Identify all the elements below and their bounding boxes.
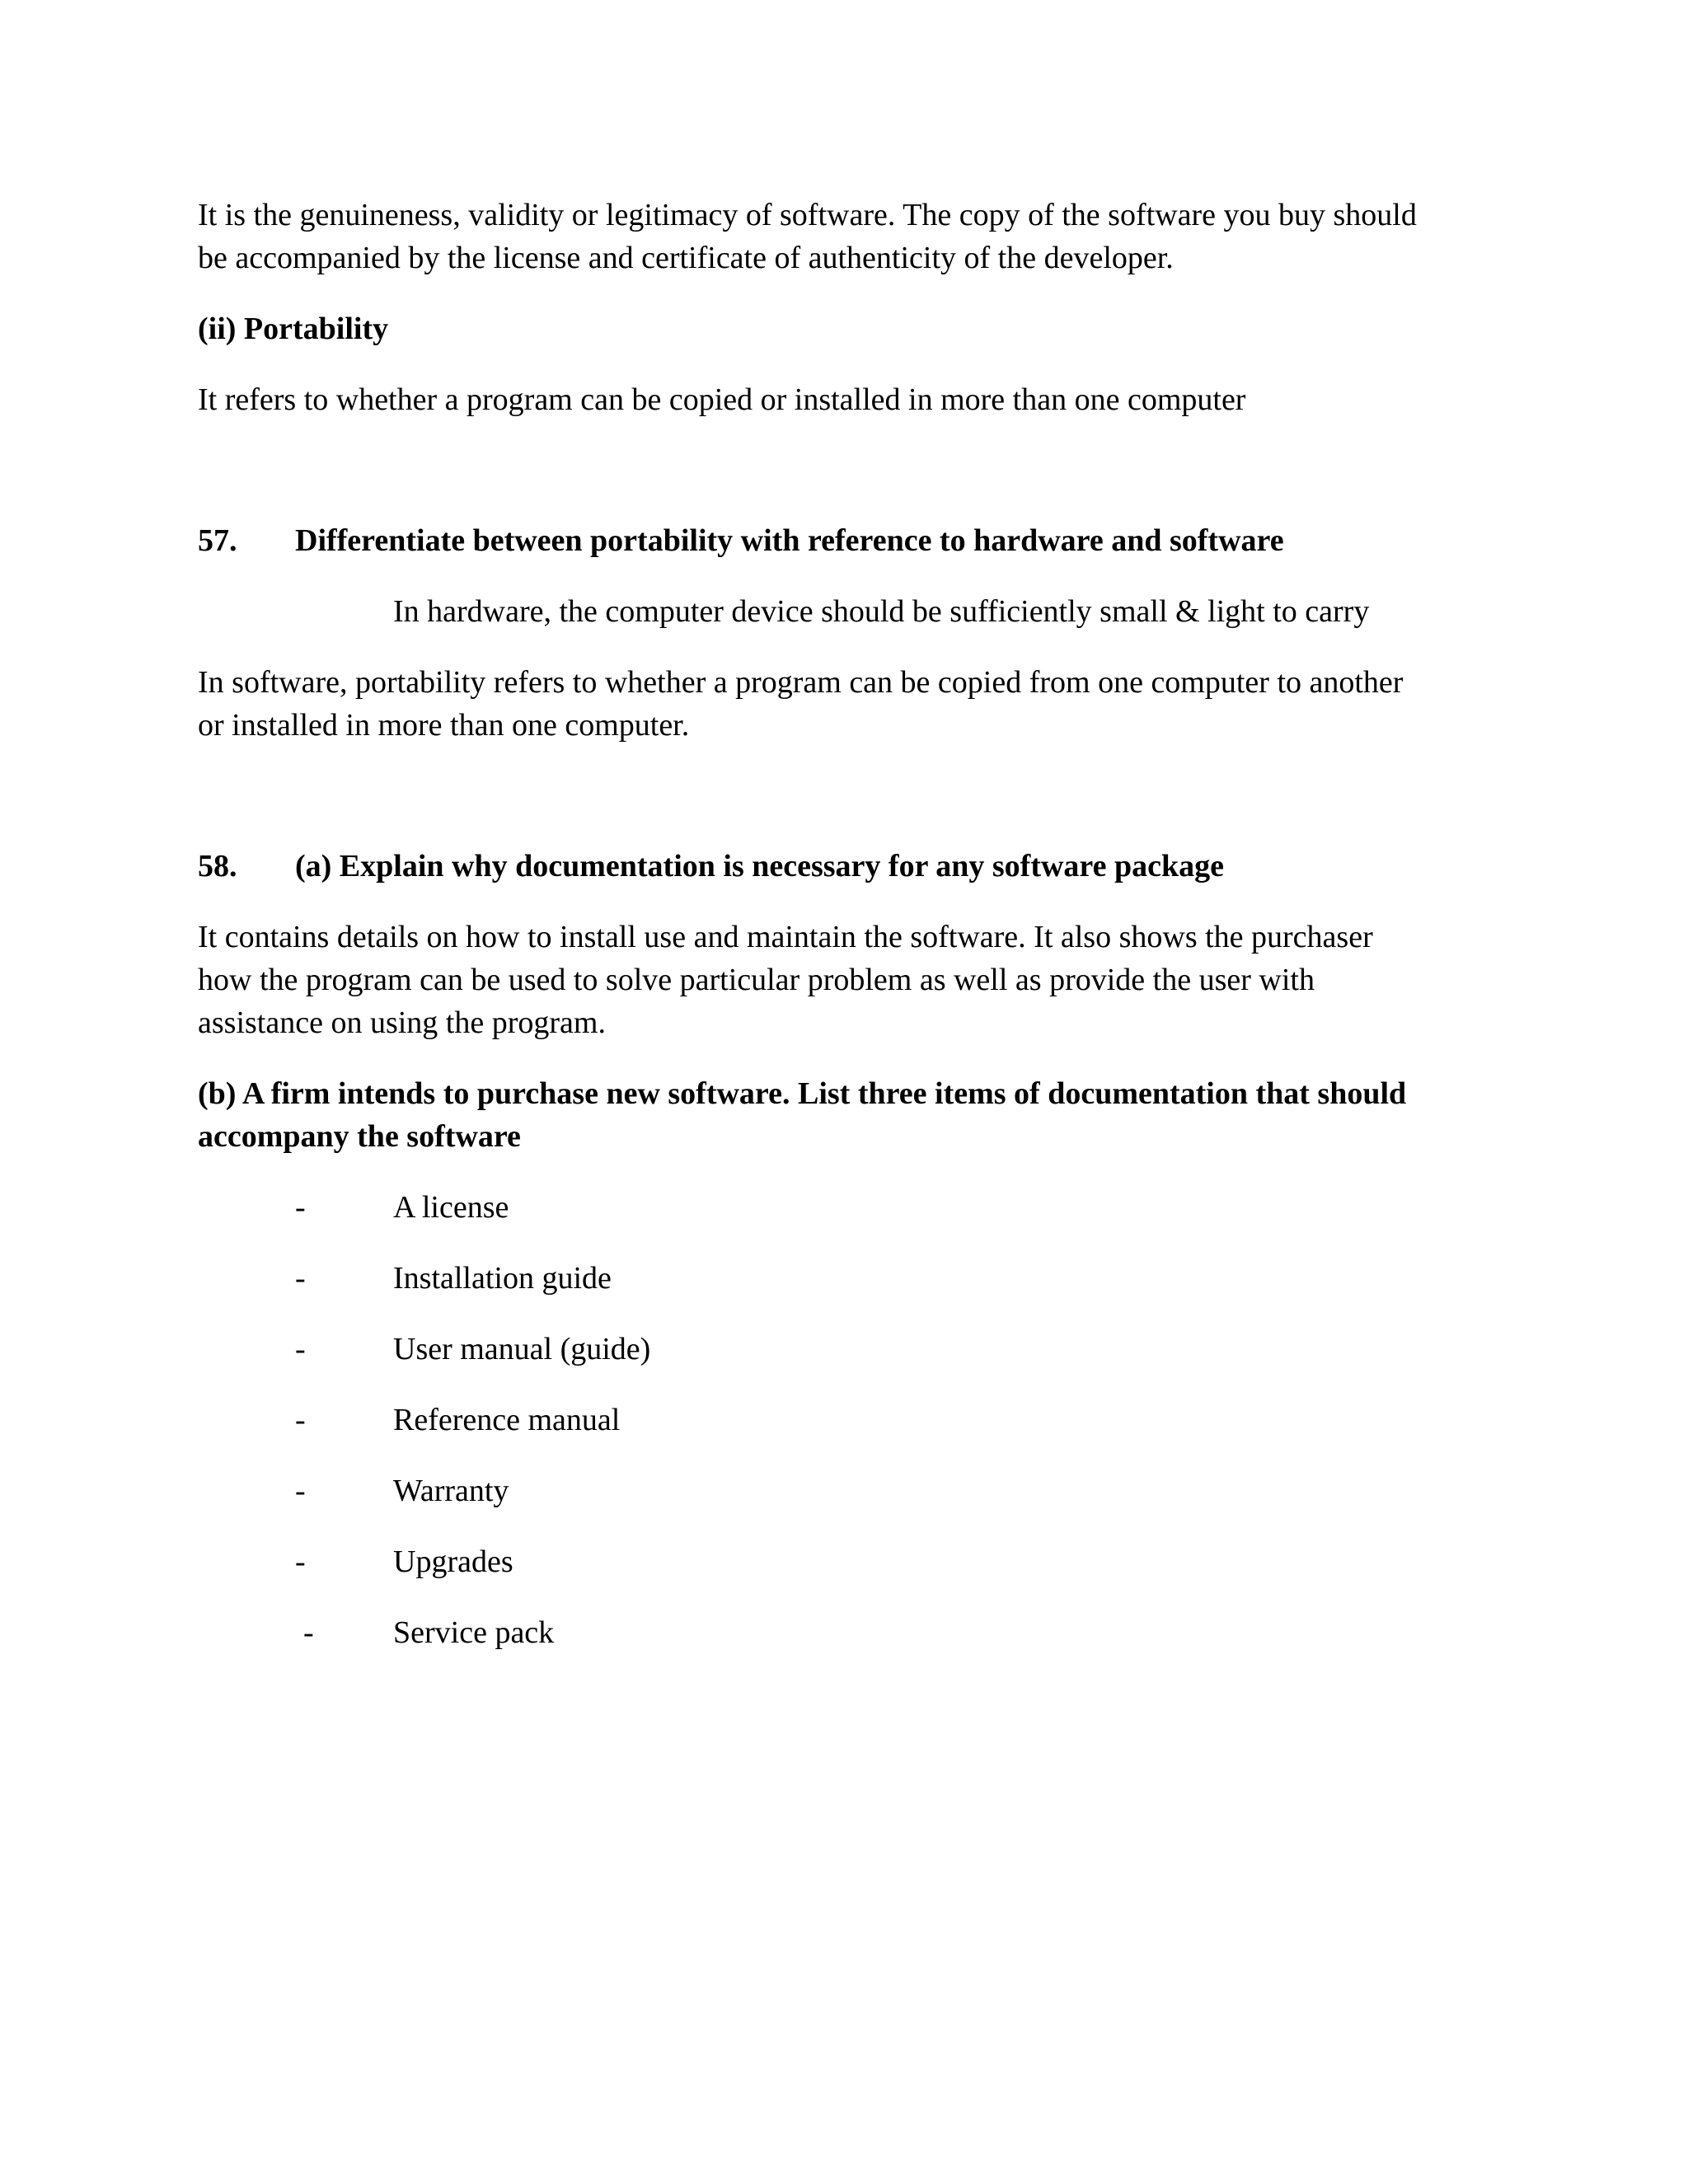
list-item: Installation guide — [393, 1261, 612, 1296]
list-bullet: - — [295, 1332, 306, 1366]
list-item: Upgrades — [393, 1544, 513, 1579]
portability-heading: (ii) Portability — [198, 312, 389, 346]
part-a-answer-line-1: It contains details on how to install use and maintain the software. It also shows the purchaser — [198, 920, 1373, 954]
software-answer-line-2: or installed in more than one computer. — [198, 708, 690, 743]
part-b-question-line-2: accompany the software — [198, 1119, 521, 1154]
part-a-answer-line-3: assistance on using the program. — [198, 1005, 606, 1040]
list-item: Warranty — [393, 1474, 509, 1508]
list-item: Reference manual — [393, 1403, 621, 1437]
list-item: A license — [393, 1190, 509, 1225]
software-answer-line-1: In software, portability refers to whether a program can be copied from one computer to another — [198, 665, 1404, 700]
list-bullet: - — [295, 1261, 306, 1296]
list-bullet: - — [295, 1190, 306, 1225]
part-b-question-line-1: (b) A firm intends to purchase new software. List three items of documentation that should — [198, 1076, 1407, 1111]
list-bullet: - — [295, 1474, 306, 1508]
question-57-number: 57. — [198, 523, 237, 558]
question-58-number: 58. — [198, 849, 237, 883]
question-58a-text: (a) Explain why documentation is necessary for any software package — [295, 849, 1224, 883]
intro-line-2: be accompanied by the license and certificate of authenticity of the developer. — [198, 241, 1174, 275]
list-bullet: - — [295, 1544, 306, 1579]
portability-text: It refers to whether a program can be copied or installed in more than one computer — [198, 382, 1246, 417]
question-57-text: Differentiate between portability with reference to hardware and software — [295, 523, 1284, 558]
intro-line-1: It is the genuineness, validity or legitimacy of software. The copy of the software you buy should — [198, 198, 1417, 232]
list-item: Service pack — [393, 1615, 555, 1650]
part-a-answer-line-2: how the program can be used to solve particular problem as well as provide the user with — [198, 963, 1315, 997]
list-bullet: - — [295, 1403, 306, 1437]
list-item: User manual (guide) — [393, 1332, 651, 1366]
list-bullet: - — [303, 1615, 314, 1650]
hardware-answer: In hardware, the computer device should be sufficiently small & light to carry — [393, 594, 1370, 629]
